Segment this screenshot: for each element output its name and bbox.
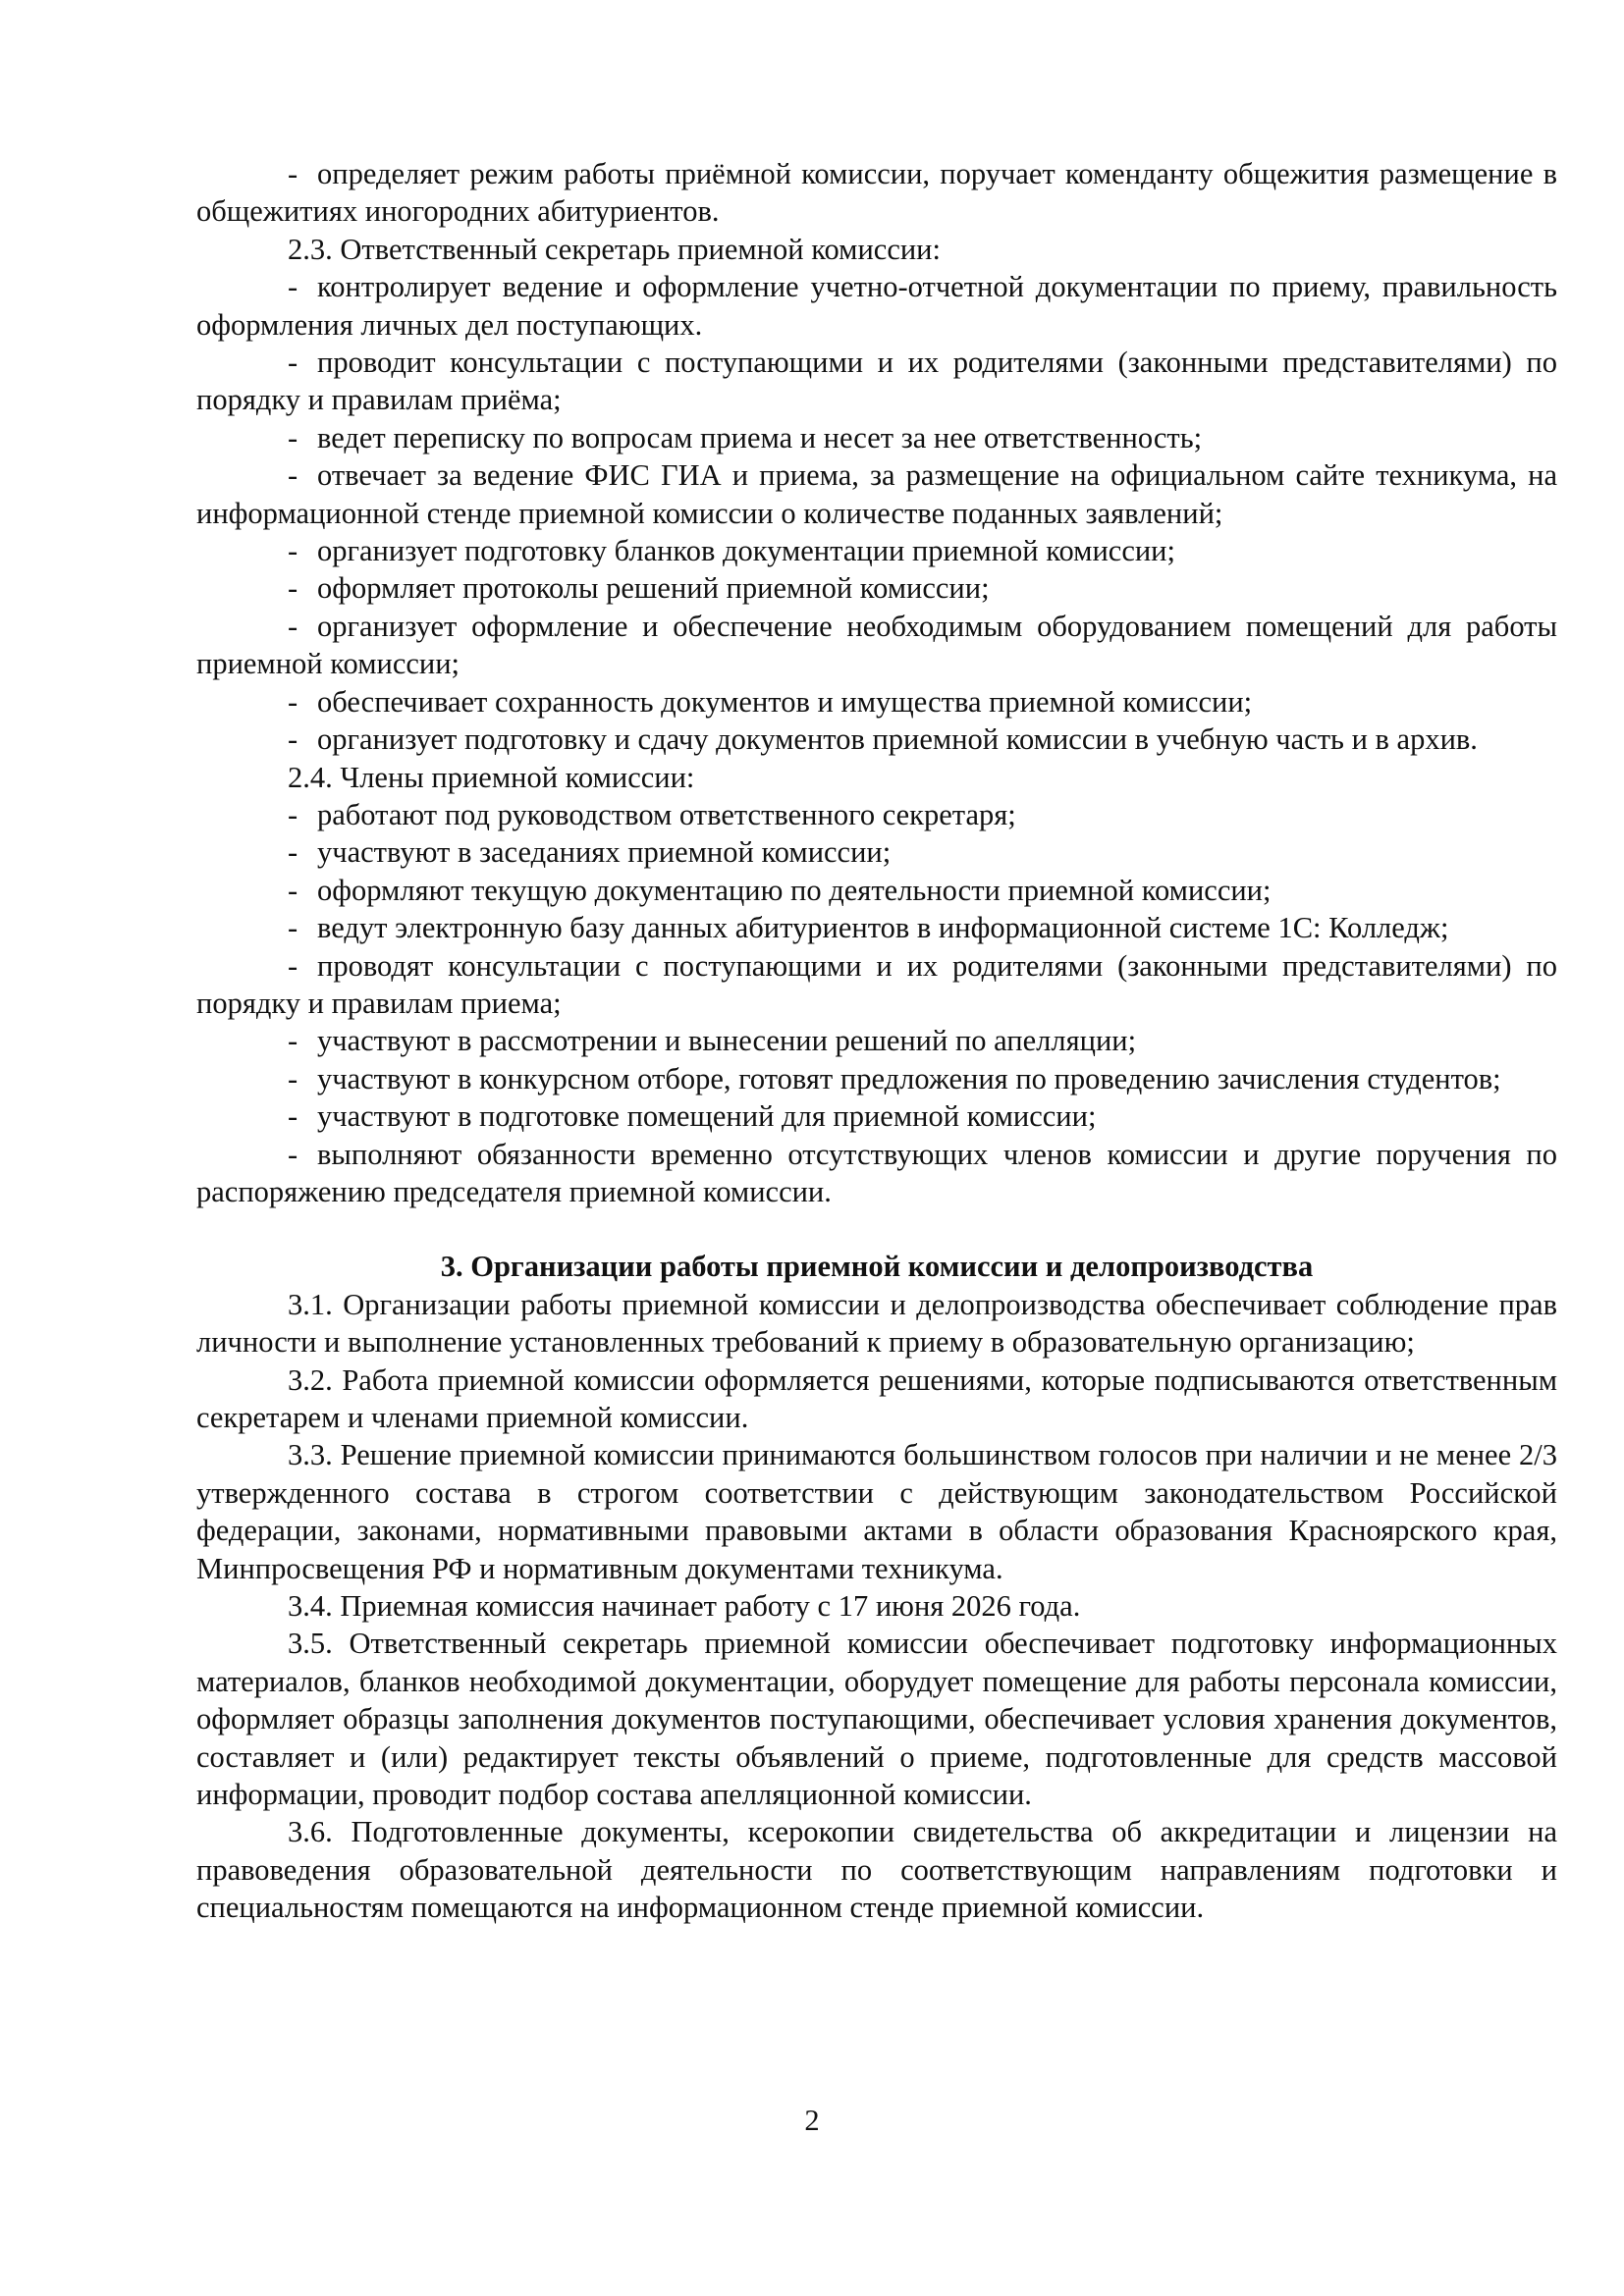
list-item [196, 683, 1557, 721]
paragraph: 3.3. Решение приемной комиссии принимаются большинством голосов при наличии и не менее 2/3 утвержденного состава в строгом соответствии с действующим законодательством Российской федерации, законами, нормативными правовыми актами в области образования Красноярского края, Минпросвещения РФ и нормативным документами техникума. [196, 1438, 1557, 1585]
paragraph: 3.6. Подготовленные документы, ксерокопии свидетельства об аккредитации и лицензии на правоведения образовательной деятельности по соответствующим направлениям подготовки и специальностям помещаются на информационном стенде приемной комиссии. [196, 1815, 1557, 1925]
list-item [196, 1060, 1557, 1097]
list-item-text: участвуют в заседаниях приемной комиссии; [317, 835, 892, 870]
dash-marker: - [288, 609, 298, 643]
paragraph: 3.1. Организации работы приемной комиссии и делопроизводства обеспечивает соблюдение прав личности и выполнение установленных требований к приему в образовательную организацию; [196, 1287, 1557, 1360]
list-item [196, 1022, 1557, 1059]
list-item [196, 532, 1557, 569]
list-item-text: организует подготовку и сдачу документов приемной комиссии в учебную часть и в архив. [317, 722, 1478, 757]
dash-marker: - [288, 1137, 298, 1171]
dash-marker: - [288, 911, 298, 945]
list-item-text: определяет режим работы приёмной комиссии, поручает коменданту общежития размещение в общежитиях иногородних абитуриентов. [196, 157, 1557, 229]
dash-marker: - [288, 1099, 298, 1134]
list-item [196, 872, 1557, 909]
paragraph: 3.4. Приемная комиссия начинает работу с 17 июня 2026 года. [288, 1589, 1081, 1624]
list-item-text: участвуют в конкурсном отборе, готовят предложения по проведению зачисления студентов; [317, 1061, 1501, 1095]
dash-marker: - [288, 270, 298, 304]
list-item-text: ведут электронную базу данных абитуриентов в информационной системе 1С: Колледж; [317, 911, 1449, 945]
list-item [196, 1097, 1557, 1135]
dash-marker: - [288, 684, 298, 719]
list-item [196, 608, 1557, 683]
dash-marker: - [288, 458, 298, 493]
section-heading: 3. Организации работы приемной комиссии и делопроизводства [440, 1250, 1314, 1284]
list-item [196, 1136, 1557, 1211]
paragraph: 2.4. Члены приемной комиссии: [288, 760, 695, 794]
list-item [196, 456, 1557, 532]
dash-marker: - [288, 346, 298, 380]
list-item [196, 833, 1557, 871]
list-item-text: организует подготовку бланков документации приемной комиссии; [317, 534, 1175, 568]
dash-marker: - [288, 571, 298, 606]
list-item-text: оформляет протоколы решений приемной комиссии; [317, 571, 990, 606]
dash-marker: - [288, 722, 298, 757]
dash-marker: - [288, 835, 298, 870]
list-item-text: отвечает за ведение ФИС ГИА и приема, за размещение на официальном сайте техникума, на информационной стенде приемной комиссии о количестве поданных заявлений; [196, 458, 1557, 530]
list-item [196, 344, 1557, 419]
list-item-text: организует оформление и обеспечение необходимым оборудованием помещений для работы приемной комиссии; [196, 609, 1557, 681]
dash-marker: - [288, 420, 298, 454]
document-body [196, 155, 1557, 1927]
list-item [196, 796, 1557, 833]
dash-marker: - [288, 157, 298, 190]
paragraph: 2.3. Ответственный секретарь приемной комиссии: [288, 232, 941, 266]
list-item-text: обеспечивает сохранность документов и имущества приемной комиссии; [317, 684, 1253, 719]
list-item-text: участвуют в рассмотрении и вынесении решений по апелляции; [317, 1024, 1137, 1058]
dash-marker: - [288, 1061, 298, 1095]
list-item-text: ведет переписку по вопросам приема и несет за нее ответственность; [317, 420, 1203, 454]
dash-marker: - [288, 534, 298, 568]
list-item-text: оформляют текущую документацию по деятельности приемной комиссии; [317, 873, 1272, 907]
list-item [196, 909, 1557, 946]
list-item [196, 569, 1557, 607]
list-item-text: участвуют в подготовке помещений для приемной комиссии; [317, 1099, 1097, 1134]
dash-marker: - [288, 797, 298, 831]
list-item-text: проводят консультации с поступающими и их родителями (законными представителями) по порядку и правилам приема; [196, 948, 1557, 1020]
paragraph: 3.2. Работа приемной комиссии оформляется решениями, которые подписываются ответственным секретарем и членами приемной комиссии. [196, 1362, 1557, 1434]
list-item [196, 268, 1557, 344]
dash-marker: - [288, 948, 298, 983]
list-item [196, 419, 1557, 456]
paragraph: 3.5. Ответственный секретарь приемной комиссии обеспечивает подготовку информационных материалов, бланков необходимой документации, оборудует помещение для работы персонала комиссии, оформляет образцы заполнения документов поступающими, обеспечивает условия хранения документов, составляет и (или) редактирует тексты объявлений о приеме, подготовленные для средств массовой информации, проводит подбор состава апелляционной комиссии. [196, 1627, 1557, 1812]
list-item-text: выполняют обязанности временно отсутствующих членов комиссии и другие поручения по распоряжению председателя приемной комиссии. [196, 1137, 1557, 1208]
list-item [196, 947, 1557, 1023]
list-item-text: контролирует ведение и оформление учетно-отчетной документации по приему, правильность оформления личных дел поступающих. [196, 270, 1557, 342]
dash-marker: - [288, 873, 298, 907]
list-item [196, 155, 1557, 231]
page-number: 2 [804, 2104, 820, 2137]
list-item-text: проводит консультации с поступающими и их родителями (законными представителями) по порядку и правилам приёма; [196, 346, 1557, 417]
list-item [196, 721, 1557, 758]
dash-marker: - [288, 1024, 298, 1058]
list-item-text: работают под руководством ответственного секретаря; [317, 797, 1016, 831]
